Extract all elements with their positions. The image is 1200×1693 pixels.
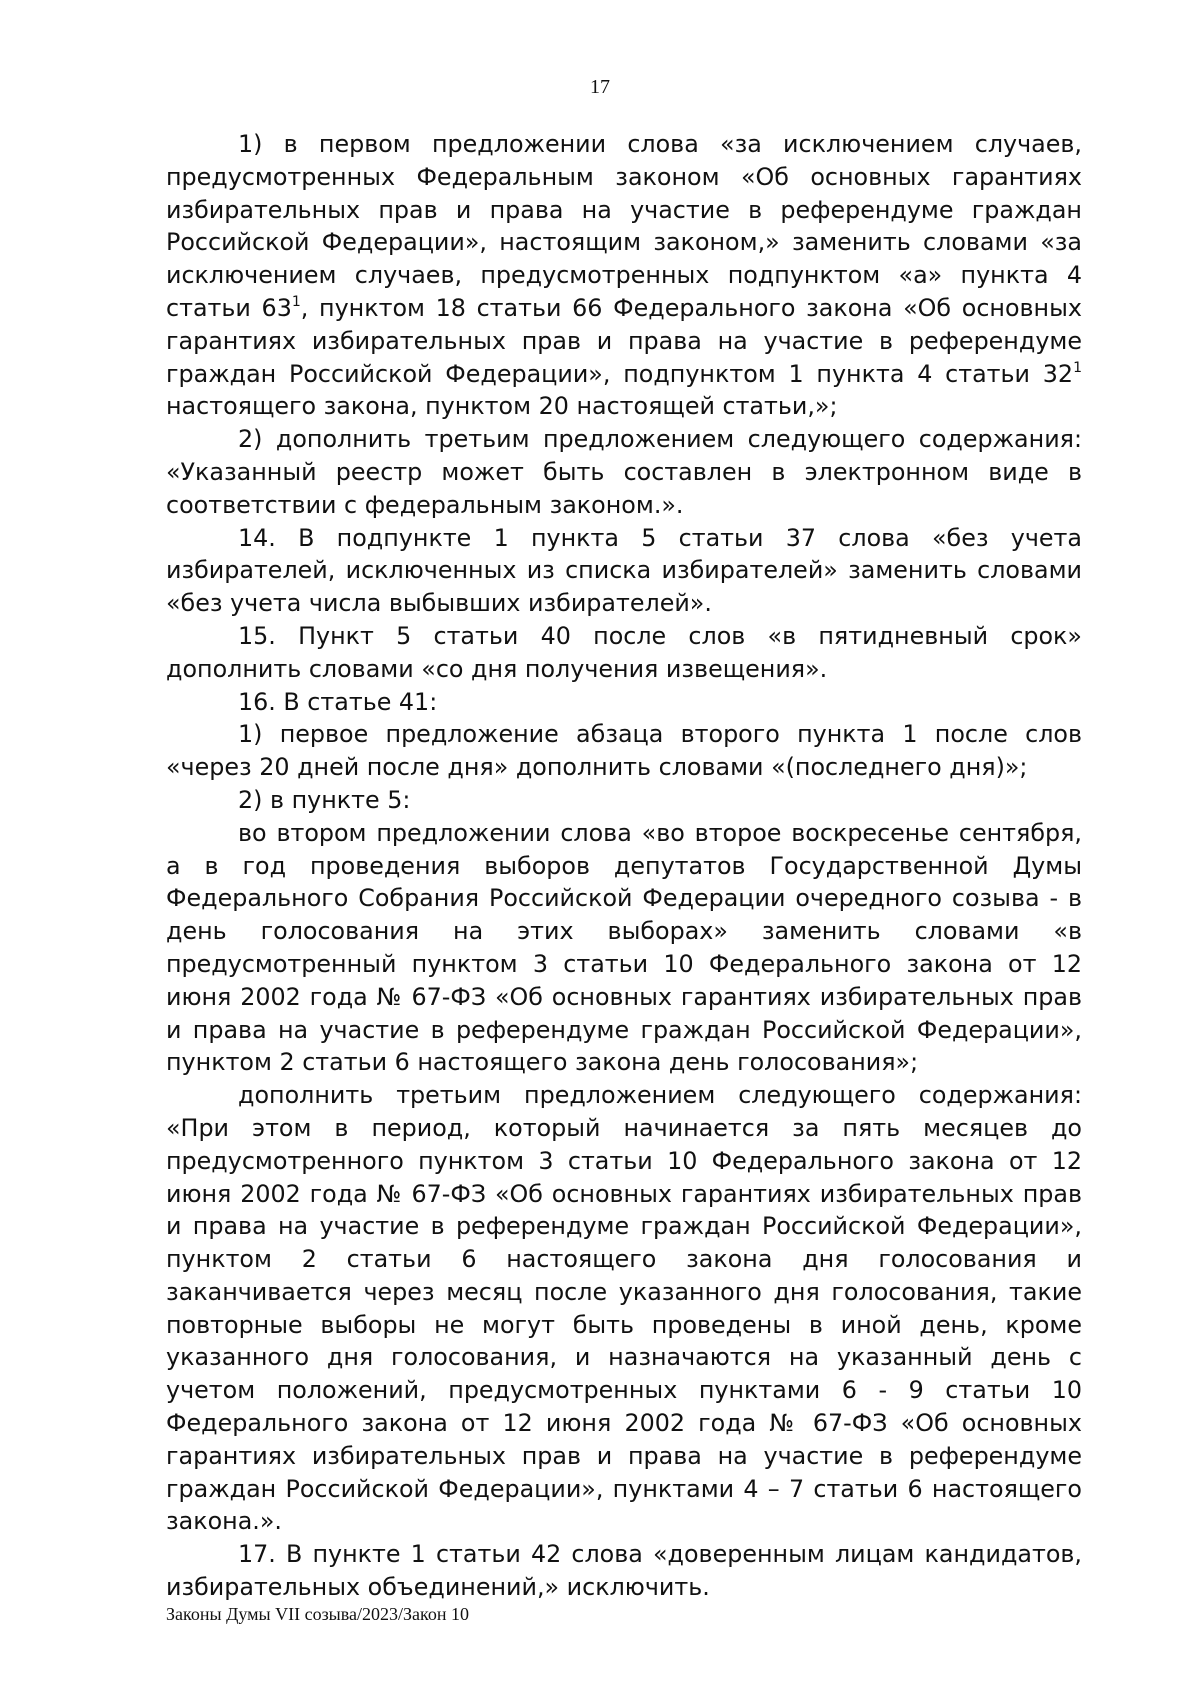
document-body bbox=[166, 128, 1082, 1604]
paragraph-item-16-sub-1: 1) первое предложение абзаца второго пункта 1 после слов «через 20 дней после дня» дополнить словами «(последнего дня)»; bbox=[166, 720, 1082, 782]
paragraph-item-14: 14. В подпункте 1 пункта 5 статьи 37 слова «без учета избирателей, исключенных из списка избирателей» заменить словами «без учета числа выбывших избирателей». bbox=[166, 523, 1082, 618]
superscript-index: 1 bbox=[291, 293, 301, 310]
paragraph-text: настоящего закона, пунктом 20 настоящей статьи,»; bbox=[166, 392, 838, 421]
page-number: 17 bbox=[590, 76, 610, 98]
paragraph-text: 1) в первом предложении слова «за исключением случаев, предусмотренных Федеральным законом «Об основных гарантиях избирательных прав и права на участие в референдуме граждан Российской Федерации», настоящим законом,» заменить словами «за исключением случаев, предусмотренных подпунктом «а» пункта 4 статьи 63 bbox=[166, 130, 1082, 322]
superscript-index: 1 bbox=[1073, 359, 1082, 376]
paragraph-item-15: 15. Пункт 5 статьи 40 после слов «в пятидневный срок» дополнить словами «со дня получения извещения». bbox=[166, 621, 1082, 683]
paragraph-item-17: 17. В пункте 1 статьи 42 слова «доверенным лицам кандидатов, избирательных объединений,» исключить. bbox=[166, 1540, 1082, 1602]
paragraph-subitem-2: 2) дополнить третьим предложением следующего содержания: «Указанный реестр может быть составлен в электронном виде в соответствии с федеральным законом.». bbox=[166, 425, 1082, 519]
paragraph-subitem-1 bbox=[166, 128, 1082, 423]
paragraph-item-16-sub-2-b: дополнить третьим предложением следующего содержания: «При этом в период, который начинается за пять месяцев до предусмотренного пунктом 3 статьи 10 Федерального закона от 12 июня 2002 года № 67-ФЗ «Об основных гарантиях избирательных прав и права на участие в референдуме граждан Российской Федерации», пунктом 2 статьи 6 настоящего закона дня голосования и заканчивается через месяц после указанного дня голосования, такие повторные выборы не могут быть проведены в иной день, кроме указанного дня голосования, и назначаются на указанный день с учетом положений, предусмотренных пунктами 6 - 9 статьи 10 Федерального закона от 12 июня 2002 года № 67-ФЗ «Об основных гарантиях избирательных прав и права на участие в референдуме граждан Российской Федерации», пунктами 4 – 7 статьи 6 настоящего закона.». bbox=[166, 1081, 1082, 1536]
paragraph-text: , пунктом 18 статьи 66 Федерального закона «Об основных гарантиях избирательных прав и права на участие в референдуме граждан Российской Федерации», подпунктом 1 пункта 4 статьи 32 bbox=[166, 293, 1082, 388]
paragraph-item-16-sub-2: 2) в пункте 5: bbox=[238, 785, 411, 814]
document-footer: Законы Думы VII созыва/2023/Закон 10 bbox=[166, 1604, 469, 1624]
paragraph-item-16: 16. В статье 41: bbox=[238, 687, 438, 716]
paragraph-item-16-sub-2-a: во втором предложении слова «во второе воскресенье сентября, а в год проведения выборов депутатов Государственной Думы Федерального Собрания Российской Федерации очередного созыва - в день голосования на этих выборах» заменить словами «в предусмотренный пунктом 3 статьи 10 Федерального закона от 12 июня 2002 года № 67-ФЗ «Об основных гарантиях избирательных прав и права на участие в референдуме граждан Российской Федерации», пунктом 2 статьи 6 настоящего закона день голосования»; bbox=[166, 818, 1082, 1077]
